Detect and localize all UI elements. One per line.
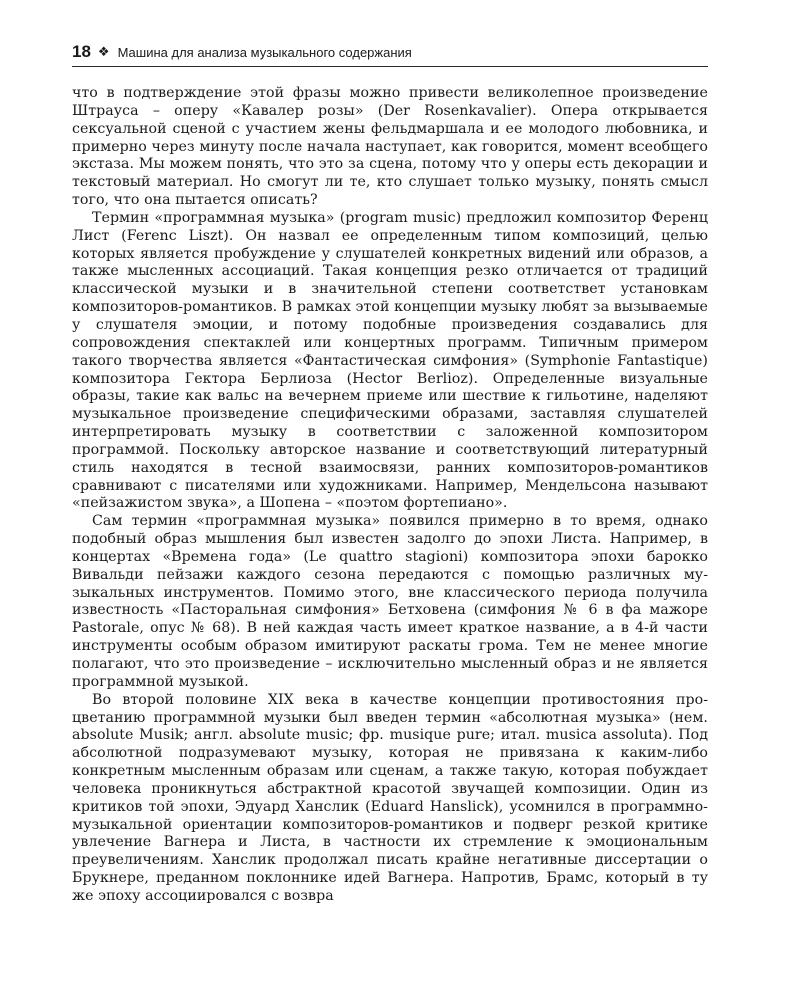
paragraph-2: Термин «программная музыка» (program music) предложил композитор Ференц Лист (Ferenc Liszt). Он назвал ее определенным типом композиций, целью которых является пробуждение у слушателей конкретных видений или образов, а также мысленных ассоциаций. Такая концепция резко отличается от традиций классической музыки и в значительной степени соответствет установкам композиторов-романтиков. В рамках этой концепции музыку любят за вызываемые у слушателя эмоции, и потому подобные произведения создавались для сопровождения спектаклей или концертных программ. Типичным примером такого творчества является «Фантастическая симфония» (Symphonie Fantastique) композитора Гектора Берлиоза (Hector Berlioz). Определенные визуальные образы, такие как вальс на вечернем приеме или шествие к гильотине, наделяют музыкальное произведение специфическими образами, заставляя слушателей интерпретировать музыку в соответствии с заложенной композитором программой. Поскольку авторское название и соответствующий литературный стиль находятся в тесной взаимосвязи, ранних композиторов-романтиков сравнивают с писателями или художниками. Например, Мендельсона называют «пейзажистом звука», а Шопена – «поэтом фортепиано». (72, 209, 708, 512)
page-number: 18 (72, 42, 91, 61)
book-page (72, 40, 708, 906)
ornament-icon: ❖ (97, 44, 110, 59)
body-text (72, 85, 708, 906)
paragraph-1: что в подтверждение этой фразы можно привести великолепное произведение Штрауса – оперу «Кавалер розы» (Der Rosenkavalier). Опера открывается сексуальной сценой с участием жены фельдмаршала и ее молодого любовника, и примерно через минуту после начала наступает, как говорится, момент всеобщего экстаза. Мы можем понять, что это за сцена, потому что у оперы есть декорации и текстовый материал. Но смогут ли те, кто слушает только музыку, понять смысл того, что она пытается описать? (72, 85, 708, 209)
running-title: Машина для анализа музыкального содержания (117, 44, 412, 60)
paragraph-4: Во второй половине XIX века в качестве концепции противостояния процветанию программной музыки был введен термин «абсолютная музыка» (нем. absolute Musik; англ. absolute music; фр. musique pure; итал. musica assoluta). Под абсолютной подразумевают музыку, которая не привязана к каким-либо конкретным мысленным образам или сценам, а также такую, которая побуждает человека проникнуться абстрактной красотой звучащей композиции. Один из критиков той эпохи, Эдуард Ханслик (Eduard Hanslick), усомнился в программно-музыкальной ориентации композиторов-романтиков и подверг резкой критике увлечение Вагнера и Листа, в частности их стремление к эмоциональным преувеличениям. Ханслик продолжал писать крайне негативные диссертации о Брукнере, преданном поклоннике идей Вагнера. Напротив, Брамс, который в ту же эпоху ассоциировался с возвра (72, 691, 708, 904)
paragraph-3: Сам термин «программная музыка» появился примерно в то время, однако подобный образ мышления был известен задолго до эпохи Листа. Например, в концертах «Времена года» (Le quattro stagioni) композитора эпохи барокко Вивальди пейзажи каждого сезона передаются с помощью различных музыкальных инструментов. Помимо этого, вне классического периода получила известность «Пасторальная симфония» Бетховена (симфония № 6 в фа мажоре Pastorale, опус № 68). В ней каждая часть имеет краткое название, а в 4-й части инструменты особым образом имитируют раскаты грома. Тем не менее многие полагают, что это произведение – исключительно мысленный образ и не является программной музыкой. (72, 513, 708, 690)
running-header (72, 40, 708, 67)
